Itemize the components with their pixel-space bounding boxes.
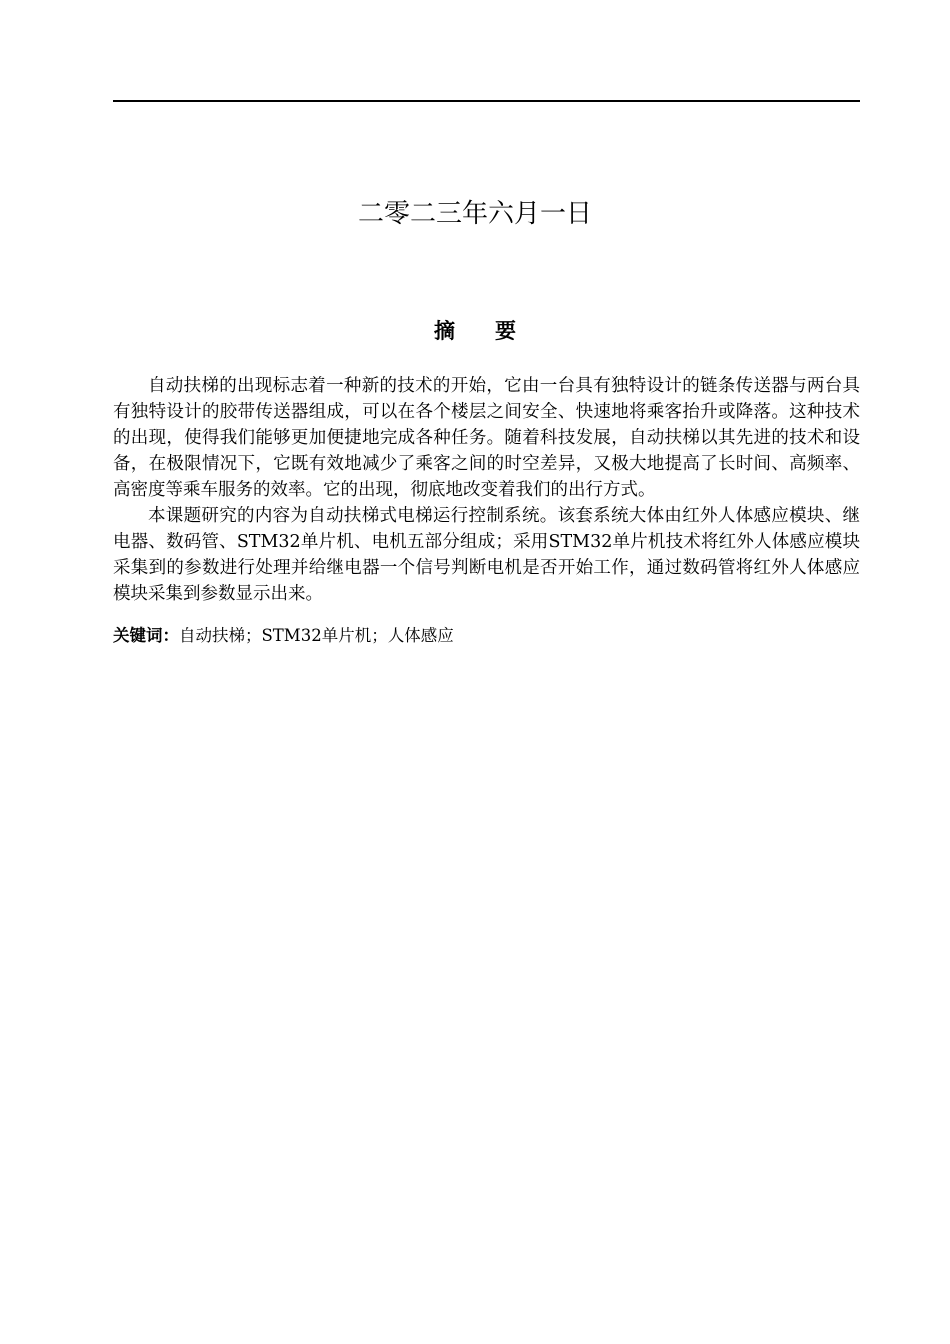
keywords-values: 自动扶梯；STM32单片机；人体感应 — [179, 626, 454, 645]
abstract-paragraph-1: 自动扶梯的出现标志着一种新的技术的开始，它由一台具有独特设计的链条传送器与两台具有独特设计的胶带传送器组成，可以在各个楼层之间安全、快速地将乘客抬升或降落。这种技术的出现，使得我们能够更加便捷地完成各种任务。随着科技发展，自动扶梯以其先进的技术和设备，在极限情况下，它既有效地减少了乘客之间的时空差异，又极大地提高了长时间、高频率、高密度等乘车服务的效率。它的出现，彻底地改变着我们的出行方式。 — [113, 376, 860, 500]
abstract-heading-char-1: 摘 — [434, 319, 455, 343]
header-rule — [113, 100, 860, 102]
keywords-label: 关键词： — [113, 626, 179, 645]
abstract-heading — [0, 317, 950, 345]
abstract-heading-char-2: 要 — [495, 319, 516, 343]
abstract-paragraph-2: 本课题研究的内容为自动扶梯式电梯运行控制系统。该套系统大体由红外人体感应模块、继电器、数码管、STM32单片机、电机五部分组成；采用STM32单片机技术将红外人体感应模块采集到的参数进行处理并给继电器一个信号判断电机是否开始工作，通过数码管将红外人体感应模块采集到参数显示出来。 — [113, 506, 860, 604]
keywords-line — [113, 623, 860, 649]
abstract-body — [113, 373, 860, 607]
document-date: 二零二三年六月一日 — [357, 199, 592, 229]
